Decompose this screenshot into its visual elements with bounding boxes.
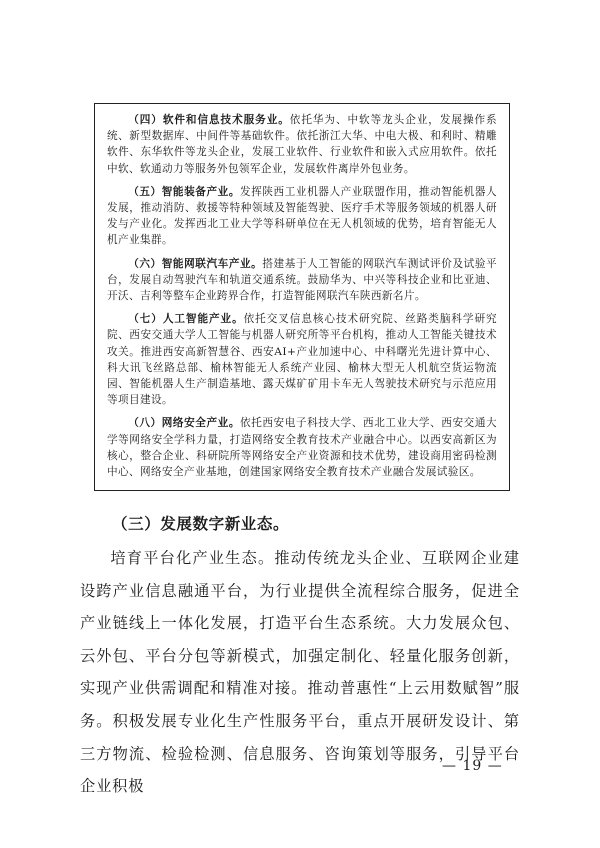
paragraph-lead: （五）智能装备产业。 [128,185,241,198]
box-paragraph-security [107,415,497,480]
industry-box [94,103,510,491]
page-number: — 19 — [442,758,503,774]
paragraph-text: 依托交叉信息核心技术研究院、丝路类脑科学研究院、西安交通大学人工智能与机器人研究所等平台机构，推动人工智能关键技术攻关。推进西安高新智慧谷、西安AI+产业加速中心、中科曙光先进计算中心、科大讯飞丝路总部、榆林智能无人系统产业园、榆林大型无人机航空货运物流园、智能机器人生产制造基地、露天煤矿矿用卡车无人驾驶技术研究与示范应用等项目建设。 [107,313,497,407]
box-paragraph-ai [107,311,497,408]
section-heading: （三）发展数字新业态。 [112,515,290,533]
paragraph-lead: （八）网络安全产业。 [128,417,241,430]
paragraph-lead: （六）智能网联汽车产业。 [128,257,263,270]
box-paragraph-vehicle [107,256,497,305]
paragraph-text: 依托华为、中软等龙头企业，发展操作系统、新型数据库、中间件等基础软件。依托浙江大华、中电大极、和利时、精雕软件、东华软件等龙头企业，发展工业软件、行业软件和嵌入式应用软件。依托中软、软通动力等服务外包领军企业，发展软件离岸外包业务。 [107,114,497,175]
paragraph-text: 搭建基于人工智能的网联汽车测试评价及试验平台，发展自动驾驶汽车和轨道交通系统。鼓励华为、中兴等科技企业和比亚迪、开沃、吉利等整车企业跨界合作，打造智能网联汽车陕西新名片。 [107,257,497,303]
body-paragraph: 培育平台化产业生态。推动传统龙头企业、互联网企业建设跨产业信息融通平台，为行业提供全流程综合服务，促进全产业链线上一体化发展，打造平台生态系统。大力发展众包、云外包、平台分包等新模式，加强定制化、轻量化服务创新，实现产业供需调配和精准对接。推动普惠性“上云用数赋智”服务。积极发展专业化生产性服务平台，重点开展研发设计、第三方物流、检验检测、信息服务、咨询策划等服务，引导平台企业积极 [80,549,520,796]
paragraph-lead: （七）人工智能产业。 [128,313,244,326]
box-paragraph-software [107,112,497,177]
paragraph-text: 依托西安电子科技大学、西北工业大学、西安交通大学等网络安全学科力量，打造网络安全教育技术产业融合中心。以西安高新区为核心，整合企业、科研院所等网络安全产业资源和技术优势，建设商用密码检测中心、网络安全产业基地，创建国家网络安全教育技术产业融合发展试验区。 [107,417,498,479]
paragraph-lead: （四）软件和信息技术服务业。 [128,114,290,126]
box-paragraph-equipment [107,184,497,249]
paragraph-text: 发挥陕西工业机器人产业联盟作用，推动智能机器人发展，推动消防、救援等特种领域及智能驾驶、医疗手术等服务领域的机器人研发与产业化。发挥西北工业大学等科研单位在无人机领域的优势，培育智能无人机产业集群。 [107,185,498,247]
